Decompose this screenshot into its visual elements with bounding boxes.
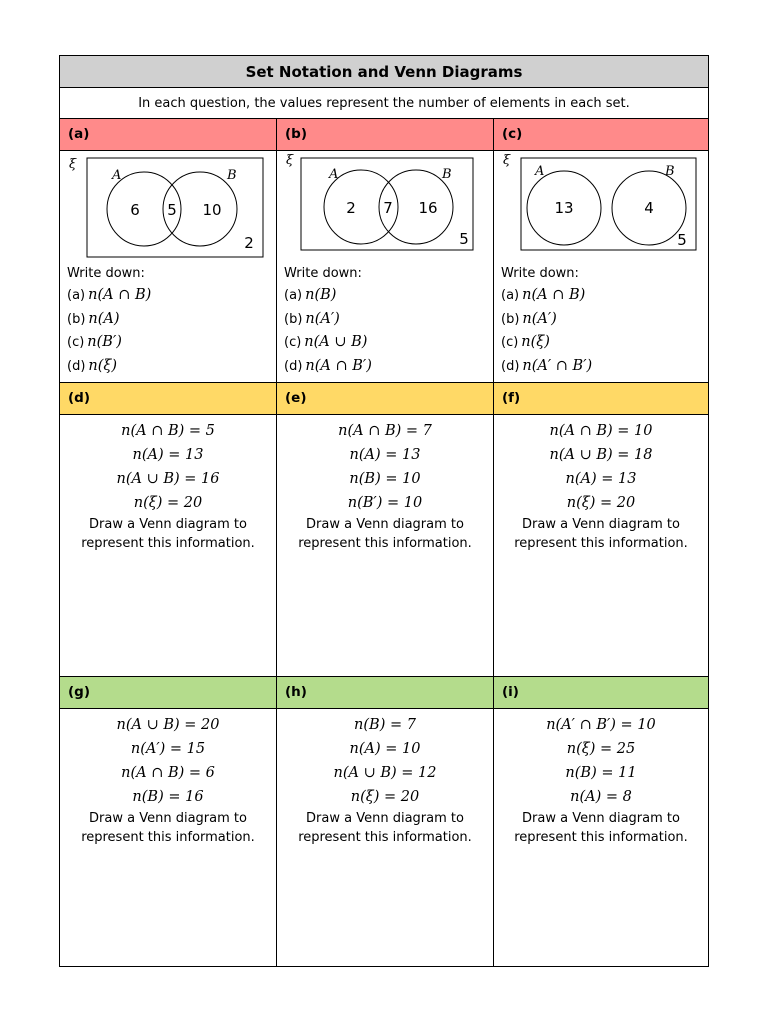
instruction-line-2: represent this information. [81,536,255,551]
set-b-label: B [442,167,452,182]
a-only-value: 6 [130,201,140,219]
part-b: (b) n(A) [67,310,120,327]
equation: n(A ∪ B) = 12 [333,765,437,781]
equation: n(A ∩ B) = 7 [338,423,432,439]
question-f-label: (f) [502,390,521,406]
part-a: (a) n(A ∩ B) [67,287,152,303]
instruction-line-2: represent this information. [81,830,255,845]
part-c: (c) n(B′) [67,334,122,350]
equation: n(B) = 11 [565,765,637,781]
part-b: (b) n(A′) [284,310,340,327]
row3-body [60,709,708,966]
outside-value: 5 [459,230,469,248]
instruction-line-2: represent this information. [514,830,688,845]
universal-set-symbol: ξ [286,153,294,168]
venn-diagram-c [494,151,708,263]
write-down-list-a [67,264,151,378]
equation: n(A) = 13 [565,471,637,487]
row1-header [60,119,708,151]
instruction-line-1: Draw a Venn diagram to [306,811,464,826]
set-a-label: A [329,167,339,182]
question-a [60,151,277,382]
write-down-list-c [501,264,592,378]
instruction-line-1: Draw a Venn diagram to [522,517,680,532]
equation: n(A) = 8 [570,789,632,805]
part-c: (c) n(A ∪ B) [284,334,368,350]
equation: n(ξ) = 25 [566,741,636,757]
universal-set-symbol: ξ [69,157,77,172]
equation: n(B) = 10 [349,471,421,487]
question-g-label: (g) [60,677,277,708]
part-d: (d) n(A′ ∩ B′) [501,357,593,374]
question-h-label: (h) [277,677,494,708]
question-f [494,415,708,676]
equation: n(A ∩ B) = 6 [121,765,215,781]
b-only-value: 16 [418,199,438,217]
b-only-value: 4 [644,199,654,217]
venn-diagram-a [60,151,277,263]
row2-body [60,415,708,677]
equation: n(A ∪ B) = 16 [116,471,220,487]
row2-header [60,383,708,415]
equation: n(A) = 13 [349,447,421,463]
set-b-label: B [665,164,675,179]
question-e [277,415,494,676]
question-g [60,709,277,966]
instruction-line-1: Draw a Venn diagram to [89,517,247,532]
question-i-label: (i) [502,684,519,700]
part-a: (a) n(A ∩ B) [501,287,586,303]
part-a: (a) n(B) [284,287,337,303]
universal-set-symbol: ξ [503,153,511,168]
instruction-line-1: Draw a Venn diagram to [306,517,464,532]
equation: n(ξ) = 20 [350,789,420,805]
equation: n(B′) = 10 [347,495,423,511]
question-b-label: (b) [277,119,494,150]
worksheet [59,55,709,967]
instruction-line-2: represent this information. [298,536,472,551]
question-d-label: (d) [60,383,277,414]
part-d: (d) n(ξ) [67,357,118,374]
set-a-label: A [112,168,122,183]
equation: n(A ∩ B) = 5 [121,423,215,439]
write-down-label: Write down: [67,266,145,281]
write-down-label: Write down: [501,266,579,281]
instruction-line-1: Draw a Venn diagram to [522,811,680,826]
equation: n(A ∪ B) = 20 [116,717,220,733]
equation: n(ξ) = 20 [566,495,636,511]
set-a-label: A [535,164,545,179]
equation: n(A ∩ B) = 10 [549,423,653,439]
venn-diagram-b [277,151,494,263]
part-b: (b) n(A′) [501,310,557,327]
question-e-label: (e) [277,383,494,414]
row3-header [60,677,708,709]
write-down-list-b [284,264,372,378]
page-title: Set Notation and Venn Diagrams [60,56,708,88]
write-down-label: Write down: [284,266,362,281]
instruction-line-2: represent this information. [298,830,472,845]
equation: n(A) = 10 [349,741,421,757]
equation: n(B) = 7 [354,717,416,733]
question-c-label: (c) [502,126,523,142]
intersection-value: 7 [383,199,393,217]
instruction-line-1: Draw a Venn diagram to [89,811,247,826]
b-only-value: 10 [202,201,222,219]
equation: n(ξ) = 20 [133,495,203,511]
equation: n(A′) = 15 [130,741,206,757]
row1-body [60,151,708,383]
question-b [277,151,494,382]
question-h [277,709,494,966]
question-a-label: (a) [60,119,277,150]
part-d: (d) n(A ∩ B′) [284,357,372,374]
a-only-value: 13 [554,199,574,217]
part-c: (c) n(ξ) [501,334,550,350]
equation: n(B) = 16 [132,789,204,805]
outside-value: 5 [677,231,687,249]
equation: n(A′ ∩ B′) = 10 [546,717,656,733]
instruction-line-2: represent this information. [514,536,688,551]
equation: n(A) = 13 [132,447,204,463]
question-i [494,709,708,966]
intersection-value: 5 [167,201,177,219]
question-d [60,415,277,676]
a-only-value: 2 [346,199,356,217]
intro-text: In each question, the values represent the number of elements in each set. [60,88,708,119]
question-c [494,151,708,382]
outside-value: 2 [244,234,254,252]
equation: n(A ∪ B) = 18 [549,447,653,463]
set-b-label: B [227,168,237,183]
